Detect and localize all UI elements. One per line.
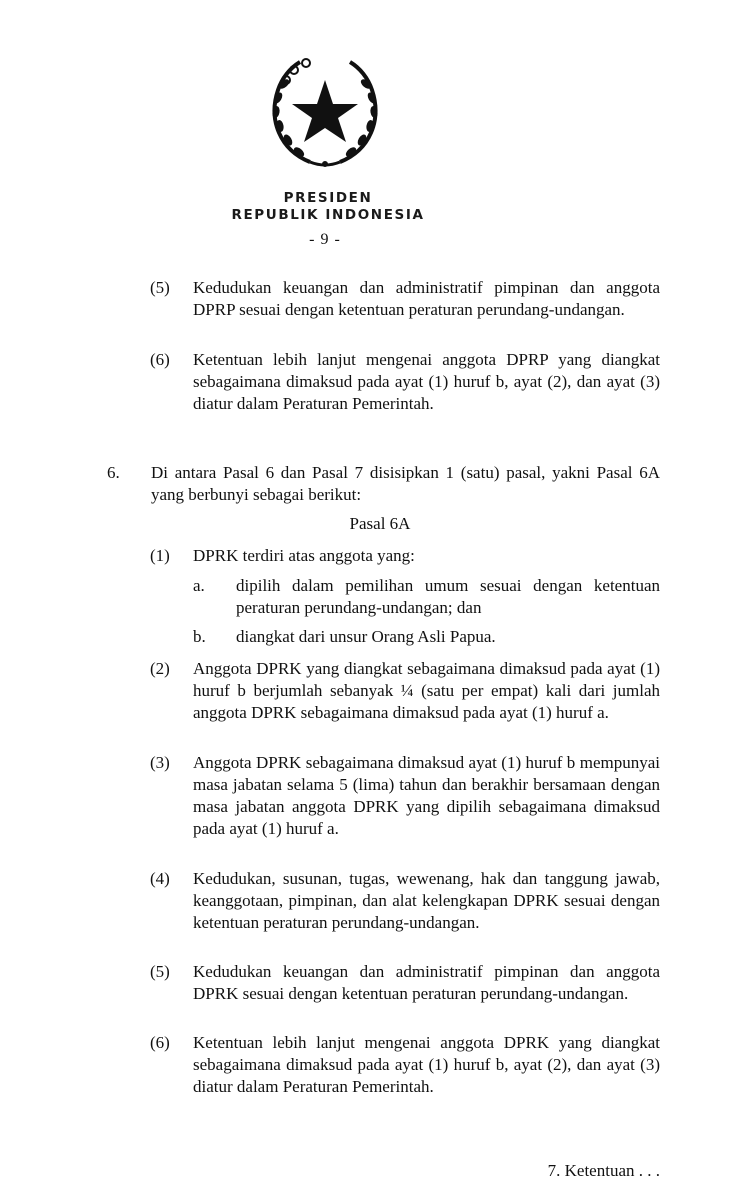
paragraph-number: (1) bbox=[150, 546, 170, 565]
paragraph-text: Anggota DPRK yang diangkat sebagaimana dimaksud pada ayat (1) huruf b berjumlah sebanyak ¼ (satu per empat) kali dari jumlah anggota DPRK sebagaimana dimaksud pada ayat (1) huruf a. bbox=[193, 659, 660, 722]
paragraph-number: (5) bbox=[150, 962, 170, 981]
paragraph-text: Anggota DPRK sebagaimana dimaksud ayat (1) huruf b mempunyai masa jabatan selama 5 (lima) tahun dan berakhir bersamaan dengan masa jabatan anggota DPRK yang dipilih sebagaimana dimaksud pada ayat (1) huruf a. bbox=[193, 753, 660, 838]
sub-item-text: dipilih dalam pemilihan umum sesuai dengan ketentuan peraturan perundang-undangan; dan bbox=[236, 576, 660, 617]
item-number: 6. bbox=[107, 463, 120, 482]
pasal-title: Pasal 6A bbox=[349, 514, 411, 533]
paragraph-text: DPRK terdiri atas anggota yang: bbox=[193, 546, 415, 565]
sub-item-text: diangkat dari unsur Orang Asli Papua. bbox=[236, 627, 496, 646]
paragraph-number: (4) bbox=[150, 869, 170, 888]
paragraph-number: (6) bbox=[150, 350, 170, 369]
paragraph-number: (3) bbox=[150, 753, 170, 772]
paragraph-number: (2) bbox=[150, 659, 170, 678]
garuda-star-wreath-emblem bbox=[266, 50, 384, 172]
continuation-text: 7. Ketentuan . . . bbox=[547, 1161, 660, 1180]
page-number: - 9 - bbox=[309, 231, 341, 248]
paragraph-text: Ketentuan lebih lanjut mengenai anggota DPRK yang diangkat sebagaimana dimaksud pada ayat (1) huruf b, ayat (2), dan ayat (3) diatur dalam Peraturan Pemerintah. bbox=[193, 1033, 660, 1096]
paragraph-number: (6) bbox=[150, 1033, 170, 1052]
header-subtitle: REPUBLIK INDONESIA bbox=[231, 207, 425, 223]
paragraph-text: Ketentuan lebih lanjut mengenai anggota DPRP yang diangkat sebagaimana dimaksud pada ayat (1) huruf b, ayat (2), dan ayat (3) diatur dalam Peraturan Pemerintah. bbox=[193, 350, 660, 413]
paragraph-text: Kedudukan, susunan, tugas, wewenang, hak dan tanggung jawab, keanggotaan, pimpinan, dan alat kelengkapan DPRK sesuai dengan ketentuan peraturan perundang-undangan. bbox=[193, 869, 660, 932]
paragraph-text: Kedudukan keuangan dan administratif pimpinan dan anggota DPRP sesuai dengan ketentuan peraturan perundang-undangan. bbox=[193, 278, 660, 319]
paragraph-number: (5) bbox=[150, 278, 170, 297]
sub-item-letter: b. bbox=[193, 627, 206, 646]
sub-item-letter: a. bbox=[193, 576, 205, 595]
header-title: PRESIDEN bbox=[283, 190, 373, 206]
item-text: Di antara Pasal 6 dan Pasal 7 disisipkan 1 (satu) pasal, yakni Pasal 6A yang berbunyi sebagai berikut: bbox=[151, 463, 660, 504]
paragraph-text: Kedudukan keuangan dan administratif pimpinan dan anggota DPRK sesuai dengan ketentuan peraturan perundang-undangan. bbox=[193, 962, 660, 1003]
